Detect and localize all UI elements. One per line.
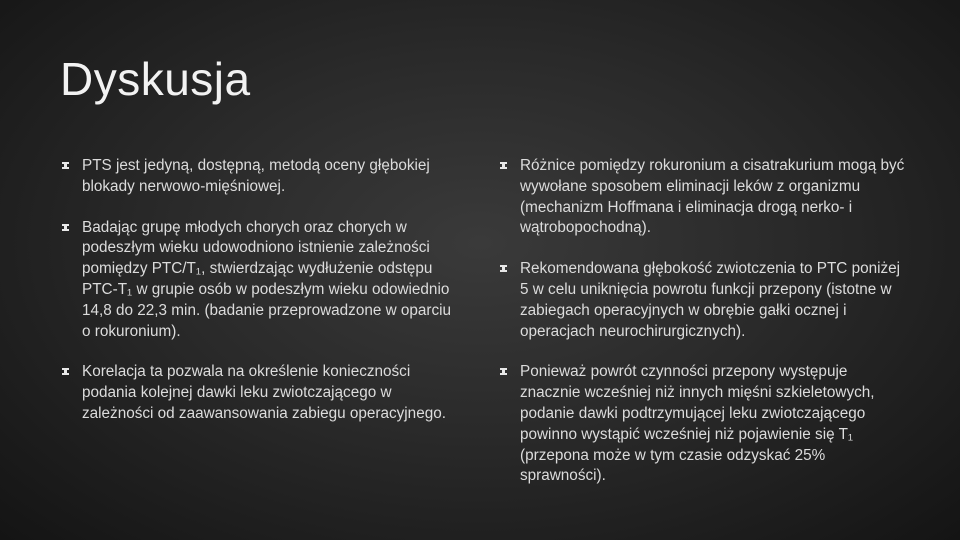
list-item xyxy=(62,156,462,198)
bullet-icon xyxy=(500,368,507,376)
list-item xyxy=(500,362,905,487)
right-column xyxy=(500,156,905,507)
list-item-text: Ponieważ powrót czynności przepony występuje znacznie wcześniej niż innych mięśni szkieletowych, podanie dawki podtrzymującej leku zwiotczającego powinno wystąpić wcześniej niż pojawienie się T₁ (przepona może w tym czasie odzyskać 25% sprawności). xyxy=(520,363,875,485)
list-item-text: Korelacja ta pozwala na określenie konieczności podania kolejnej dawki leku zwiotczającego w zależności od zaawansowania zabiegu operacyjnego. xyxy=(82,363,446,422)
list-item xyxy=(500,259,905,342)
list-item xyxy=(62,362,462,424)
list-item-text: Rekomendowana głębokość zwiotczenia to PTC poniżej 5 w celu uniknięcia powrotu funkcji przepony (istotne w zabiegach operacyjnych w obrębie gałki ocznej i operacjach neurochirurgicznych). xyxy=(520,260,901,340)
list-item-text: PTS jest jedyną, dostępną, metodą oceny głębokiej blokady nerwowo-mięśniowej. xyxy=(82,157,430,195)
list-item-text: Badając grupę młodych chorych oraz chorych w podeszłym wieku udowodniono istnienie zależności pomiędzy PTC/T₁, stwierdzając wydłużenie odstępu PTC-T₁ w grupie osób w podeszłym wieku odowiednio 14,8 do 22,3 min. (badanie przeprowadzone w oparciu o rokuronium). xyxy=(82,218,452,340)
bullet-icon xyxy=(500,265,507,273)
slide-title: Dyskusja xyxy=(60,53,251,105)
bullet-icon xyxy=(62,224,69,232)
left-column xyxy=(62,156,462,445)
list-item xyxy=(500,156,905,239)
bullet-icon xyxy=(500,162,507,170)
left-bullet-list xyxy=(62,156,462,425)
bullet-icon xyxy=(62,368,69,376)
bullet-icon xyxy=(62,162,69,170)
list-item xyxy=(62,218,462,343)
right-bullet-list xyxy=(500,156,905,487)
list-item-text: Różnice pomiędzy rokuronium a cisatrakurium mogą być wywołane sposobem eliminacji leków z organizmu (mechanizm Hoffmana i eliminacja drogą nerko- i wątrobopochodną). xyxy=(520,157,905,237)
